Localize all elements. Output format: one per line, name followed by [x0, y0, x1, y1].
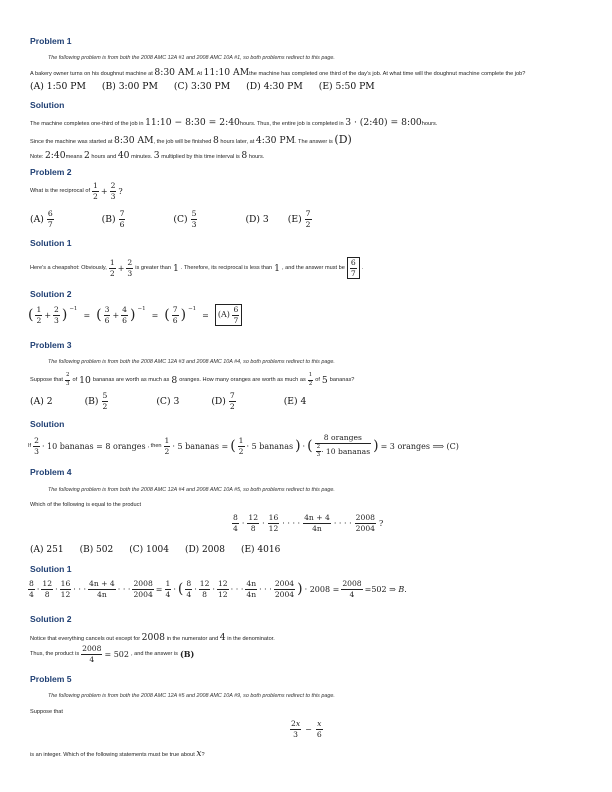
problem-4-solution-2-heading: Solution 2	[30, 614, 72, 624]
problem-5-expression: $\frac{2x}{3}$ − $\frac{x}{6}$	[291, 719, 322, 739]
problem-3-source-note: The following problem is from both the 2008 AMC 12A #3 and 2008 AMC 10A #4, so both problems redirect to this page.	[48, 359, 335, 365]
choice-b: (B) 502	[79, 545, 114, 555]
problem-1-question: A bakery owner turns on his doughnut machine at 8:30 AM. At 11:10 AMthe machine has completed one third of the day's job. At what time will the doughnut machine complete the job?	[30, 67, 526, 78]
problem-2-solution-2-heading: Solution 2	[30, 289, 72, 299]
problem-1-solution-heading: Solution	[30, 100, 65, 110]
choice-e: (E) 4016	[240, 545, 281, 555]
problem-4-choices	[30, 545, 296, 555]
problem-4-product: $\frac{8}{4}$ · $\frac{12}{8}$ · $\frac{16}{12}$ · · · · $\frac{4n + 4}{4n}$ · · · · $\frac{2008}{2004}$ ?	[233, 513, 384, 533]
problem-4-solution-2-line-1: Notice that everything cancels out except for 2008 in the numerator and 4 in the denominator.	[30, 632, 275, 643]
problem-2-solution-1-heading: Solution 1	[30, 238, 72, 248]
choice-a: (A) 1:50 PM	[30, 81, 86, 92]
problem-1-solution-line-3: Note: 2:40means 2 hours and 40 minutes. 3 multiplied by this time interval is 8 hours.	[30, 150, 265, 161]
problem-4-question: Which of the following is equal to the product	[30, 502, 142, 508]
choice-d: (D) 4:30 PM	[246, 81, 303, 92]
problem-4-source-note: The following problem is from both the 2008 AMC 12A #4 and 2008 AMC 10A #5, so both problems redirect to this page.	[48, 487, 335, 493]
problem-1-solution-line-1: The machine completes one-third of the job in 11:10 − 8:30 = 2:40hours. Thus, the entire job is completed in 3 · (2:40) = 8:00hours.	[30, 117, 438, 128]
problem-2-question: What is the reciprocal of $\frac{1}{2}$ + $\frac{2}{3}$ ?	[30, 181, 123, 201]
problem-3-solution-heading: Solution	[30, 419, 65, 429]
problem-3-heading: Problem 3	[30, 340, 72, 350]
problem-1-choices	[30, 81, 391, 92]
problem-1-source-note: The following problem is from both the 2008 AMC 12A #1 and 2008 AMC 10A #1, so both problems redirect to this page.	[48, 55, 335, 61]
problem-3-solution-equation: If $\frac{2}{3}$ · 10 bananas = 8 oranges , then $\frac{1}{2}$ · 5 bananas = ( $\frac{1}{2}$ · 5 bananas ) · ( 8 oranges $\frac{2}{3}$ · 10 bananas ) = 3 oranges ⟹ (C)	[28, 433, 459, 459]
problem-4-heading: Problem 4	[30, 467, 72, 477]
problem-4-solution-1-heading: Solution 1	[30, 564, 72, 574]
problem-5-source-note: The following problem is from both the 2008 AMC 12A #5 and 2008 AMC 10A #9, so both problems redirect to this page.	[48, 693, 335, 699]
problem-3-choices: (A) 2 (B) $\frac{5}{2}$ (C) 3 (D) $\frac{7}{2}$ (E) 4	[30, 391, 307, 411]
choice-c: (C) 3:30 PM	[173, 81, 231, 92]
problem-1-solution-line-2: Since the machine was started at 8:30 AM, the job will be finished 8 hours later, at 4:30 PM. The answer is (D)	[30, 133, 352, 146]
problem-5-heading: Problem 5	[30, 674, 72, 684]
problem-5-question: Suppose that	[30, 709, 63, 715]
problem-2-solution-1-text: Here's a cheapshot: Obviously, $\frac{1}{2}$ + $\frac{2}{3}$ is greater than 1 . Therefore, its reciprocal is less than 1 , and the answer must be $\frac{6}{7}$ .	[30, 258, 364, 278]
problem-1-heading: Problem 1	[30, 36, 72, 46]
choice-a: (A) 251	[30, 545, 64, 555]
problem-2-heading: Problem 2	[30, 167, 72, 177]
problem-2-solution-2-equation: ( $\frac{1}{2}$ + $\frac{2}{3}$ ) −1 = ( $\frac{3}{6}$ + $\frac{4}{6}$ ) −1 = ( $\frac{7}{6}$ ) −1 = (A) $\frac{6}{7}$	[28, 304, 242, 326]
choice-b: (B) 3:00 PM	[101, 81, 158, 92]
problem-3-question: Suppose that $\frac{2}{3}$ of 10 bananas are worth as much as 8 oranges. How many oranges are worth as much as $\frac{1}{2}$ of 5 bananas?	[30, 372, 355, 387]
problem-2-choices: (A) $\frac{6}{7}$ (B) $\frac{7}{6}$ (C) $\frac{5}{3}$ (D) 3 (E) $\frac{7}{2}$	[30, 209, 311, 229]
problem-4-solution-2-line-2: Thus, the product is $\frac{2008}{4}$ = 502 , and the answer is (B)	[30, 644, 195, 664]
problem-4-solution-1-equation: $\frac{8}{4}$ · $\frac{12}{8}$ · $\frac{16}{12}$ · · · $\frac{4n + 4}{4n}$ · · · $\frac{2008}{2004}$ = $\frac{1}{4}$ · ( $\frac{8}{4}$ · $\frac{12}{8}$ · $\frac{12}{12}$ · · · $\frac{4n}{4n}$ · · · $\frac{2004}{2004}$ ) · 2008 = $\frac{2008}{4}$ =502 ⇒ B.	[29, 579, 407, 599]
choice-d: (D) 2008	[184, 545, 225, 555]
choice-e: (E) 5:50 PM	[318, 81, 375, 92]
choice-c: (C) 1004	[129, 545, 169, 555]
problem-5-question-continued: is an integer. Which of the following statements must be true about x?	[30, 748, 205, 759]
